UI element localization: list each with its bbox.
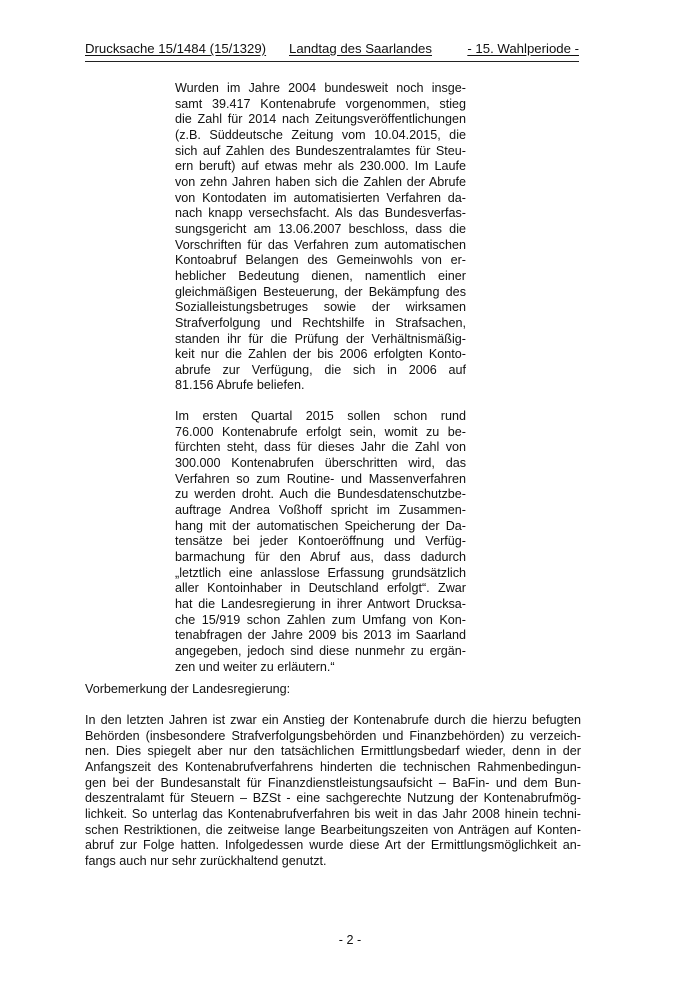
text-line: abrufe zur Verfügung, die sich in 2006 auf [175,362,466,377]
text-line: barmachung für den Abruf aus, dass dadurch [175,550,466,565]
text-line: von zehn Jahren haben sich die Zahlen der Abrufe [175,174,466,189]
text-line: Im ersten Quartal 2015 sollen schon rund [175,409,466,424]
text-line: fangs auch nur sehr zurückhaltend genutzt. [85,853,327,868]
text-line: Sozialleistungsbetruges sowie der wirksamen [175,300,466,315]
quote-paragraph-2 [175,409,466,675]
text-line: schen Restriktionen, die zeitweise lange Bearbeitungszeiten von Anträgen auf Konten- [85,822,581,837]
text-line: deszentralamt für Steuern – BZSt - eine sachgerechte Nutzung der Kontenabrufmög- [85,791,581,806]
text-line: von Kontodaten im automatisierten Verfahren da- [175,190,466,205]
page-number: - 2 - [338,933,362,947]
text-line: sungsgericht am 13.06.2007 beschloss, dass die [175,221,466,236]
text-line: (z.B. Süddeutsche Zeitung vom 10.04.2015, die [175,127,466,142]
text-line: keit nur die Zahlen der bis 2006 erfolgten Konto- [175,347,466,362]
text-line: heblicher Bedeutung dienen, namentlich einer [175,268,466,283]
text-line: Behörden (insbesondere Strafverfolgungsbehörden und Finanzbehörden) zu verzeich- [85,728,581,743]
quoted-question-text [175,81,466,690]
text-line: aller Kontoinhaber in Deutschland erfolgt“. Zwar [175,581,466,596]
text-line: Kontoabruf Belangen des Gemeinwohls von er- [175,253,466,268]
text-line: lichkeit. So unterlag das Kontenabrufverfahren bis weit in das Jahr 2008 hinein techni- [85,806,581,821]
quote-paragraph-1 [175,81,466,394]
text-line: nen. Dies spiegelt aber nur den tatsächlichen Ermittlungsbedarf wieder, denn in der [85,744,581,759]
text-line: 300.000 Kontenabrufen überschritten wird, das [175,456,466,471]
text-line: Strafverfolgung und Rechtshilfe in Strafsachen, [175,315,466,330]
text-line: nach knapp versechsfacht. Als das Bundesverfas- [175,206,466,221]
text-line: angegeben, jedoch sind diese nunmehr zu ergän- [175,643,466,658]
text-line: tensätze bei jeder Kontoeröffnung und Verfüg- [175,534,466,549]
text-line: auftrage Andrea Voßhoff spricht im Zusammen- [175,503,466,518]
text-line: Anfangszeit des Kontenabrufverfahrens hinderten die technischen Rahmenbedingun- [85,759,581,774]
text-line: 81.156 Abrufe beliefen. [175,378,305,393]
parliament-name: Landtag des Saarlandes [289,41,432,56]
text-line: che 15/919 schon Zahlen zum Umfang von Kon- [175,612,466,627]
text-line: fürchten steht, dass für dieses Jahr die Zahl von [175,440,466,455]
document-number: Drucksache 15/1484 (15/1329) [85,41,267,56]
text-line: abruf zur Folge hatten. Infolgedessen wurde diese Art der Ermittlungsmöglichkeit an- [85,838,581,853]
text-line: Verfahren so zum Routine- und Massenverfahren [175,471,466,486]
text-line: ern beruft) auf etwas mehr als 230.000. Im Laufe [175,159,466,174]
text-line: „letztlich eine anlasslose Erfassung grundsätzlich [175,565,466,580]
text-line: gleichmäßigen Besteuerung, der Bekämpfung des [175,284,466,299]
text-line: zen und weiter zu erläutern.“ [175,659,335,674]
text-line: 76.000 Kontenabrufe erfolgt sein, womit zu be- [175,424,466,439]
page-header [85,41,579,62]
text-line: gen bei der Bundesanstalt für Finanzdienstleistungsaufsicht – BaFin- und dem Bun- [85,775,581,790]
text-line: sich auf Zahlen des Bundeszentralamtes für Steu- [175,143,466,158]
text-line: samt 39.417 Kontenabrufe vorgenommen, stieg [175,96,466,111]
text-line: tenabfragen der Jahre 2009 bis 2013 im Saarland [175,628,466,643]
text-line: hang mit der automatischen Speicherung der Da- [175,518,466,533]
text-line: Vorschriften für das Verfahren zum automatischen [175,237,466,252]
text-line: In den letzten Jahren ist zwar ein Anstieg der Kontenabrufe durch die hierzu befugten [85,713,581,727]
text-line: hat die Landesregierung in ihrer Antwort Drucksa- [175,597,466,611]
preliminary-remark-title: Vorbemerkung der Landesregierung: [85,682,291,696]
text-line: standen ihr für die Prüfung der Verhältnismäßig- [175,331,466,346]
text-line: zu werden droht. Auch die Bundesdatenschutzbe- [175,487,466,502]
legislative-period: - 15. Wahlperiode - [467,41,579,56]
preliminary-remark-text [85,713,581,870]
text-line: Wurden im Jahre 2004 bundesweit noch insge- [175,81,466,95]
text-line: die Zahl für 2014 nach Zeitungsveröffentlichungen [175,112,466,127]
